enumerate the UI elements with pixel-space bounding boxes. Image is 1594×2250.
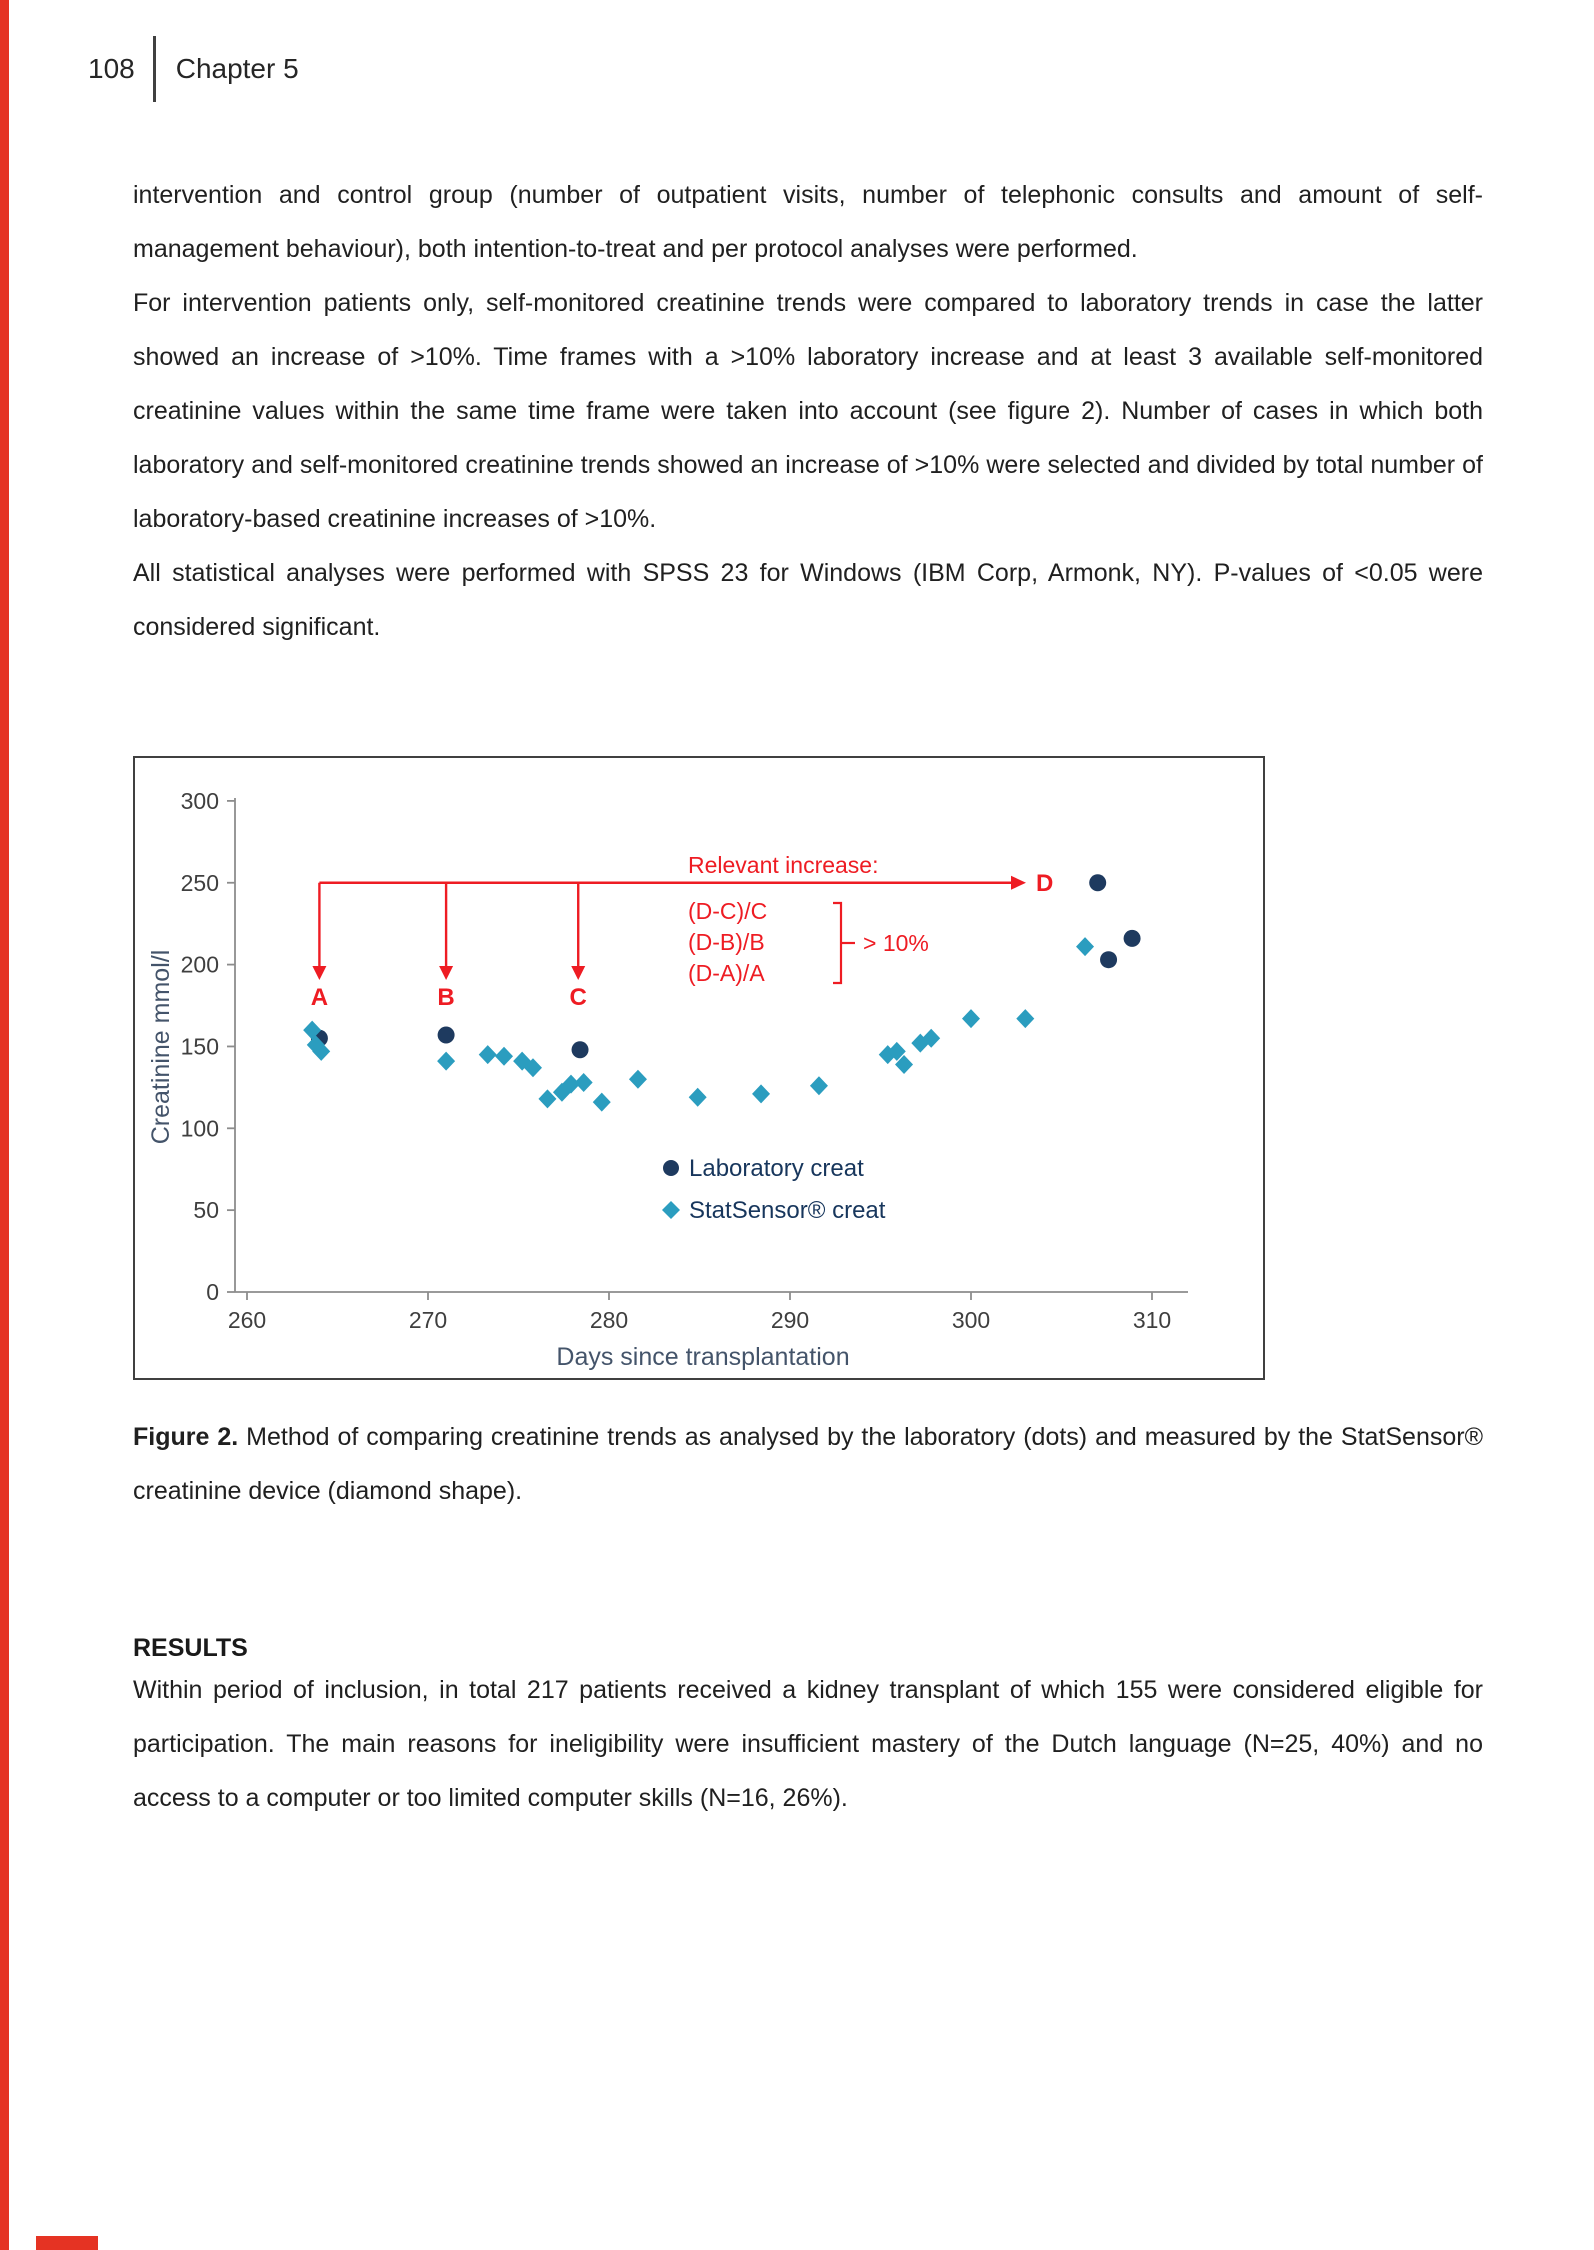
threshold-label: > 10% [863,930,929,956]
y-tick-label: 300 [180,787,219,814]
lab-data-point [1124,930,1141,947]
figure-caption-text: Method of comparing creatinine trends as analysed by the laboratory (dots) and measured by the StatSensor® creatinine device (diamond shape). [133,1423,1484,1505]
annotation-formula: (D-B)/B [688,929,765,955]
x-tick-label: 310 [1132,1307,1172,1333]
y-tick-label: 0 [206,1279,219,1305]
statsensor-data-point [962,1009,980,1028]
lab-data-point [572,1041,589,1058]
x-tick-label: 290 [770,1307,810,1333]
lab-data-point [438,1026,455,1043]
bracket-icon [833,903,841,983]
legend-diamond-icon [662,1201,680,1219]
figure-caption-label: Figure 2. [133,1423,239,1451]
down-arrowhead-icon [312,966,326,980]
point-label-b: B [437,984,455,1011]
point-label-c: C [569,984,587,1011]
statsensor-data-point [495,1047,513,1066]
x-axis-title: Days since transplantation [556,1343,850,1371]
down-arrowhead-icon [439,966,453,980]
figure-caption [133,1410,1483,1518]
annotation-formula: (D-A)/A [688,960,765,986]
statsensor-data-point [1016,1009,1034,1028]
page-number: 108 [88,53,135,84]
statsensor-data-point [689,1088,707,1107]
legend-label: Laboratory creat [689,1155,864,1182]
statsensor-data-point [593,1093,611,1112]
annotation-title: Relevant increase: [688,852,879,878]
page-header [88,36,299,102]
y-tick-label: 100 [180,1115,219,1142]
x-tick-label: 270 [408,1307,448,1333]
y-tick-label: 250 [180,869,219,896]
statsensor-data-point [437,1052,455,1071]
legend-label: StatSensor® creat [689,1197,886,1224]
bottom-left-red-mark [36,2236,98,2250]
lab-data-point [1100,951,1117,968]
figure2-scatter-chart [143,772,1255,1372]
y-tick-label: 200 [180,951,219,978]
lab-data-point [1089,874,1106,891]
x-tick-label: 300 [951,1307,991,1333]
point-label-a: A [310,984,329,1011]
chapter-title: Chapter 5 [175,53,299,84]
x-tick-label: 280 [589,1307,629,1333]
chapter-divider [153,36,156,102]
x-tick-label: 260 [227,1307,267,1333]
body-paragraph-1: intervention and control group (number of outpatient visits, number of telephonic consults and amount of self-management behaviour), both intention-to-treat and per protocol analyses were performed. [133,181,1483,263]
y-axis-title: Creatinine mmol/l [147,949,175,1145]
page-content [133,168,1483,1825]
statsensor-data-point [1076,937,1094,956]
right-arrowhead-icon [1011,876,1026,890]
y-tick-label: 150 [180,1033,219,1060]
point-label-d: D [1036,869,1054,897]
left-edge-red-strip [0,0,9,2250]
annotation-formula: (D-C)/C [688,898,768,924]
y-tick-label: 50 [193,1197,219,1224]
body-paragraph-3: All statistical analyses were performed with SPSS 23 for Windows (IBM Corp, Armonk, NY). P-values of <0.05 were considered significant. [133,559,1483,641]
statsensor-data-point [752,1084,770,1103]
statsensor-data-point [479,1045,497,1064]
statsensor-data-point [810,1076,828,1095]
results-heading: RESULTS [133,1634,248,1662]
body-paragraph-2: For intervention patients only, self-monitored creatinine trends were compared to laboratory trends in case the latter showed an increase of >10%. Time frames with a >10% laboratory increase and at least 3 available self-monitored creatinine values within the same time frame were taken into account (see figure 2). Number of cases in which both laboratory and self-monitored creatinine trends showed an increase of >10% were selected and divided by total number of laboratory-based creatinine increases of >10%. [133,289,1483,533]
statsensor-data-point [575,1073,593,1092]
legend-circle-icon [663,1160,679,1176]
results-paragraph-1: Within period of inclusion, in total 217 patients received a kidney transplant of which 155 were considered eligible for participation. The main reasons for ineligibility were insufficient mastery of the Dutch language (N=25, 40%) and no access to a computer or too limited computer skills (N=16, 26%). [133,1676,1483,1812]
figure-2-box [133,756,1265,1380]
down-arrowhead-icon [571,966,585,980]
statsensor-data-point [629,1070,647,1089]
